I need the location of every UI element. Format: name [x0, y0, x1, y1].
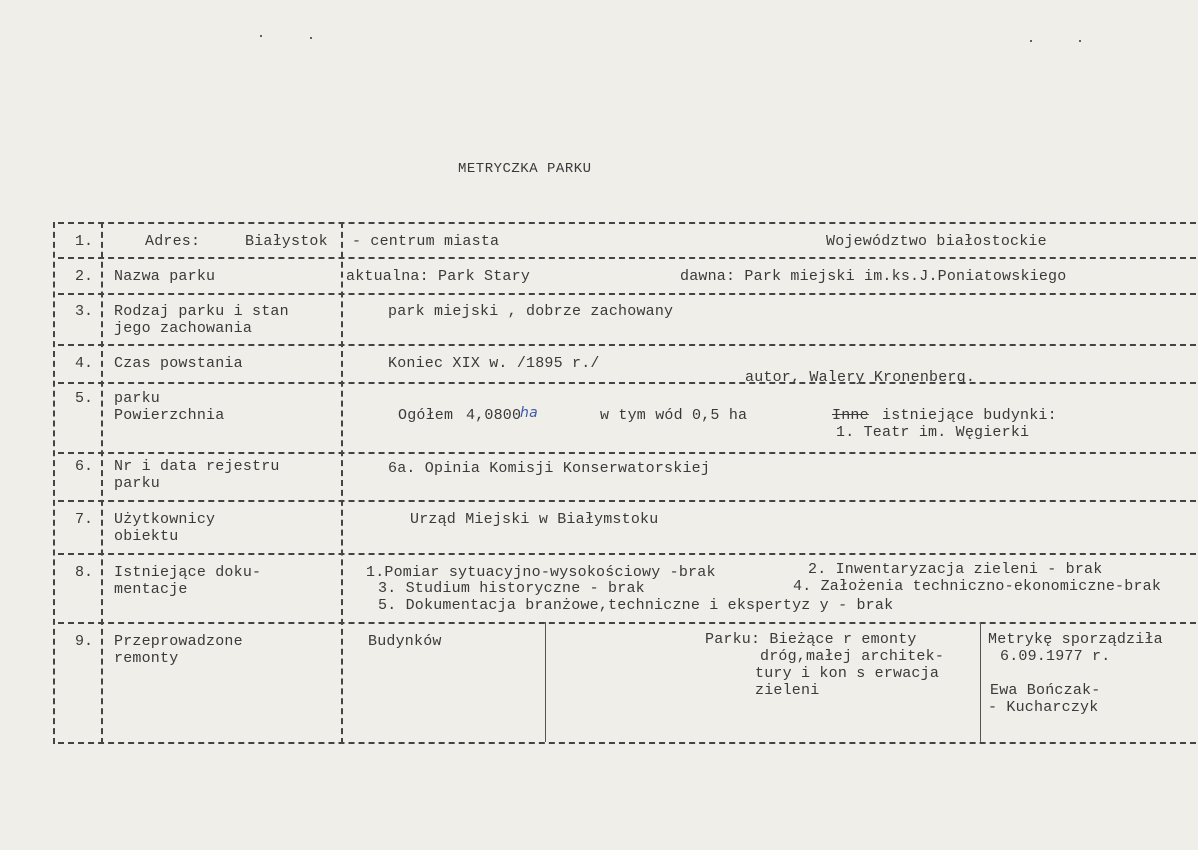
row-number: 1. — [75, 233, 94, 250]
documentation-item: 3. Studium historyczne - brak — [378, 580, 645, 597]
row-number: 9. — [75, 633, 94, 650]
column-divider — [341, 222, 343, 744]
creation-time-label: Czas powstania — [114, 355, 243, 372]
repairs-park: Parku: Bieżące r emonty — [705, 631, 917, 648]
row-divider — [58, 622, 1196, 624]
documentation-item: 2. Inwentaryzacja zieleni - brak — [808, 561, 1103, 578]
park-type-label: jego zachowania — [114, 320, 253, 337]
park-type-value: park miejski , dobrze zachowany — [388, 303, 674, 320]
row-divider — [58, 500, 1196, 502]
park-author: autor, Walery Kronenberg. — [745, 369, 976, 386]
creation-time-value: Koniec XIX w. /1895 r./ — [388, 355, 600, 372]
repairs-park: zieleni — [755, 682, 820, 699]
repairs-label: Przeprowadzone — [114, 633, 243, 650]
existing-buildings-label: istniejące budynki: — [882, 407, 1057, 424]
row-number: 3. — [75, 303, 94, 320]
documentation-label: mentacje — [114, 581, 188, 598]
table-border-top — [58, 222, 1196, 224]
prepared-by-name: - Kucharczyk — [988, 699, 1099, 716]
area-total-value: 4,0800 — [466, 407, 522, 424]
buildings-struck-word: Inne — [832, 407, 869, 424]
row-divider — [58, 257, 1196, 259]
row-divider — [58, 382, 1196, 384]
row-number: 5. — [75, 390, 94, 407]
row-number: 6. — [75, 458, 94, 475]
row-number: 8. — [75, 564, 94, 581]
stray-mark — [310, 37, 312, 39]
prepared-by-label: Metrykę sporządziła — [988, 631, 1163, 648]
documentation-item: 4. Założenia techniczno-ekonomiczne-brak — [793, 578, 1162, 595]
area-total-label: Ogółem — [398, 407, 454, 424]
documentation-label: Istniejące doku- — [114, 564, 262, 581]
stray-mark — [260, 35, 262, 37]
park-type-label: Rodzaj parku i stan — [114, 303, 289, 320]
repairs-buildings: Budynków — [368, 633, 442, 650]
prepared-date: 6.09.1977 r. — [1000, 648, 1111, 665]
repairs-park: tury i kon s erwacja — [755, 665, 940, 682]
address-label: Adres: — [145, 233, 201, 250]
stray-mark — [1030, 40, 1032, 42]
users-label: obiektu — [114, 528, 179, 545]
area-label: parku — [114, 390, 161, 407]
park-name-former: dawna: Park miejski im.ks.J.Poniatowskiego — [680, 268, 1067, 285]
area-total-unit-handwritten: ha — [520, 405, 538, 421]
area-label: Powierzchnia — [114, 407, 225, 424]
park-name-current: aktualna: Park Stary — [346, 268, 531, 285]
register-label: Nr i data rejestru — [114, 458, 280, 475]
repairs-park: dróg,małej architek- — [760, 648, 945, 665]
users-label: Użytkownicy — [114, 511, 216, 528]
documentation-item: 1.Pomiar sytuacyjno-wysokościowy -brak — [366, 564, 716, 581]
prepared-by-name: Ewa Bończak- — [990, 682, 1101, 699]
column-divider — [545, 622, 546, 742]
row-divider — [58, 344, 1196, 346]
area-water: w tym wód 0,5 ha — [600, 407, 748, 424]
users-value: Urząd Miejski w Białymstoku — [410, 511, 659, 528]
address-city: Białystok — [245, 233, 328, 250]
documentation-item: 5. Dokumentacja branżowe,techniczne i ekspertyz y - brak — [378, 597, 894, 614]
column-divider — [101, 222, 103, 744]
register-label: parku — [114, 475, 161, 492]
table-border-bottom — [58, 742, 1196, 744]
document-title: METRYCZKA PARKU — [458, 161, 592, 177]
register-value: 6a. Opinia Komisji Konserwatorskiej — [388, 460, 711, 477]
row-divider — [58, 452, 1196, 454]
stray-mark — [1079, 40, 1081, 42]
repairs-label: remonty — [114, 650, 179, 667]
row-divider — [58, 553, 1196, 555]
column-divider — [980, 622, 981, 742]
table-border-left — [53, 222, 55, 744]
row-number: 4. — [75, 355, 94, 372]
row-number: 2. — [75, 268, 94, 285]
voivodeship: Województwo białostockie — [826, 233, 1047, 250]
existing-building-item: 1. Teatr im. Węgierki — [836, 424, 1030, 441]
park-name-label: Nazwa parku — [114, 268, 216, 285]
address-place: - centrum miasta — [352, 233, 500, 250]
row-divider — [58, 293, 1196, 295]
row-number: 7. — [75, 511, 94, 528]
